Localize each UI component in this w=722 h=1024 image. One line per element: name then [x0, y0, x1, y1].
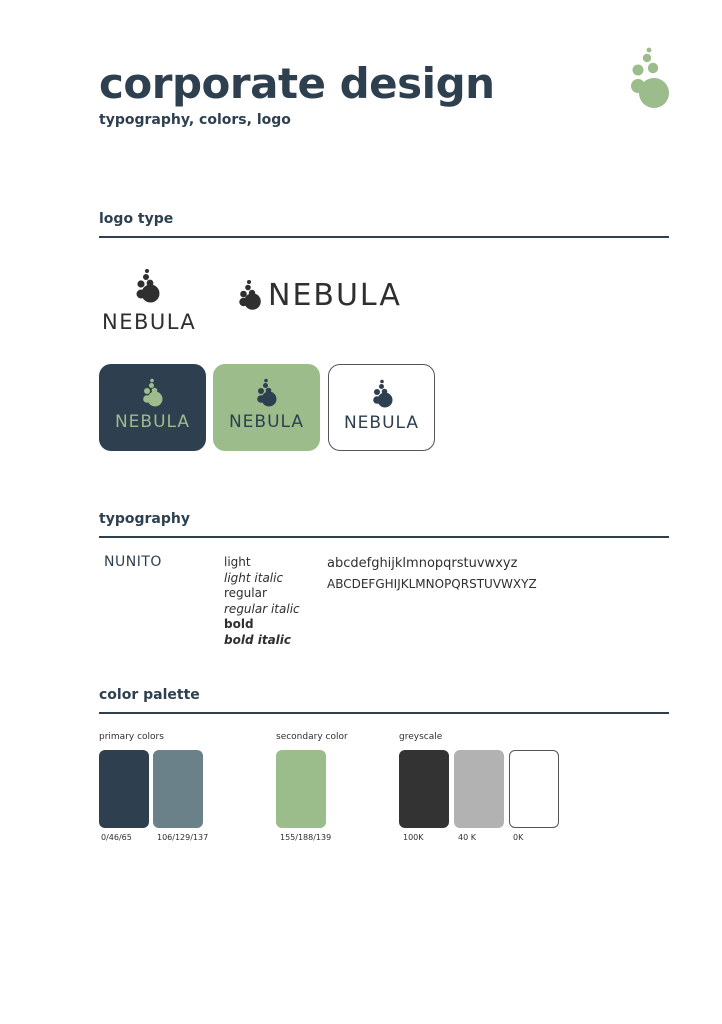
color-value: 106/129/137: [157, 833, 209, 842]
style-bold-italic: bold italic: [224, 632, 292, 647]
font-name: NUNITO: [104, 554, 162, 570]
secondary-color-label: secondary color: [276, 732, 348, 742]
logo-card-navy: [99, 364, 206, 451]
primary-colors-label: primary colors: [99, 732, 164, 742]
logo-wordmark-stacked: NEBULA: [102, 310, 197, 334]
greyscale-label: greyscale: [399, 732, 443, 742]
section-divider: [99, 236, 669, 238]
section-heading-typography: typography: [99, 511, 190, 527]
nebula-mark-icon: [143, 378, 163, 408]
page-title: corporate design: [99, 59, 495, 108]
color-value: 40 K: [458, 833, 476, 842]
logo-card-white: [328, 364, 435, 451]
alphabet-lowercase: abcdefghijklmnopqrstuvwxyz: [327, 556, 518, 571]
section-heading-logo: logo type: [99, 211, 174, 227]
style-bold: bold: [224, 617, 254, 631]
color-swatch: [454, 750, 504, 828]
logo-wordmark-horizontal: NEBULA: [268, 278, 402, 313]
card-wordmark: NEBULA: [228, 412, 305, 432]
color-swatch: [276, 750, 326, 828]
nebula-mark-icon: [136, 268, 160, 304]
color-value: 0/46/65: [101, 833, 132, 842]
color-swatch: [399, 750, 449, 828]
color-value: 100K: [403, 833, 424, 842]
color-swatch: [153, 750, 203, 828]
nebula-mark-icon: [239, 279, 261, 311]
color-value: 0K: [513, 833, 524, 842]
style-light-italic: light italic: [224, 570, 284, 585]
color-swatch: [509, 750, 559, 828]
color-swatch: [99, 750, 149, 828]
style-light: light: [224, 555, 251, 569]
color-value: 155/188/139: [280, 833, 332, 842]
section-heading-palette: color palette: [99, 687, 200, 703]
nebula-mark-icon: [373, 379, 393, 409]
style-regular: regular: [224, 586, 267, 600]
card-wordmark: NEBULA: [343, 413, 420, 433]
alphabet-uppercase: ABCDEFGHIJKLMNOPQRSTUVWXYZ: [327, 577, 537, 591]
section-divider: [99, 536, 669, 538]
alphabet-sample: [327, 554, 537, 594]
font-style-list: [224, 555, 300, 648]
style-regular-italic: regular italic: [224, 601, 300, 616]
logo-card-green: [213, 364, 320, 451]
card-wordmark: NEBULA: [114, 412, 191, 432]
page-subtitle: typography, colors, logo: [99, 112, 291, 128]
nebula-mark-icon: [257, 378, 277, 408]
section-divider: [99, 712, 669, 714]
nebula-mark-icon: [630, 46, 672, 112]
